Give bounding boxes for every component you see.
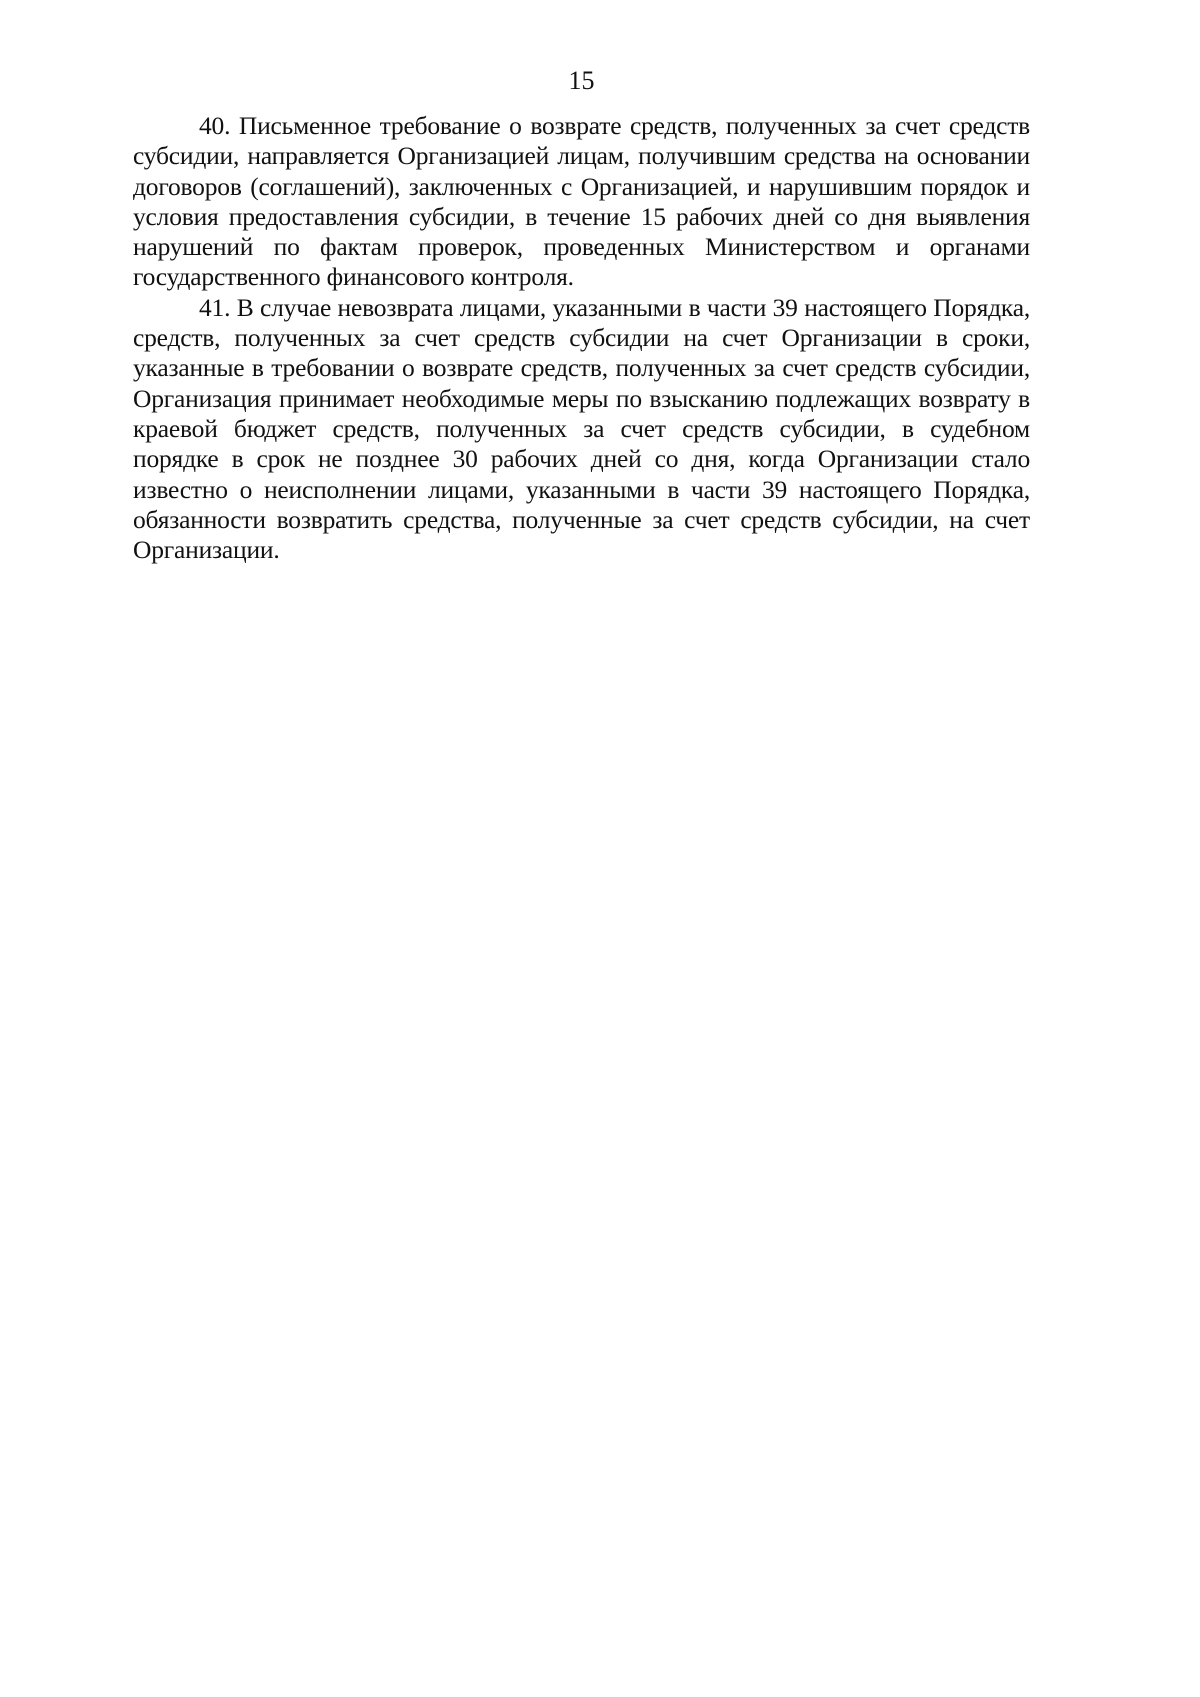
page-number: 15	[568, 66, 595, 95]
paragraph-40: 40. Письменное требование о возврате средств, полученных за счет средств субсидии, направляется Организацией лицам, получившим средства на основании договоров (соглашений), заключенных с Организацией, и нарушившим порядок и условия предоставления субсидии, в течение 15 рабочих дней со дня выявления нарушений по фактам проверок, проведенных Министерством и органами государственного финансового контроля.	[133, 111, 1030, 292]
document-body	[133, 111, 1030, 565]
paragraph-41: 41. В случае невозврата лицами, указанными в части 39 настоящего Порядка, средств, полученных за счет средств субсидии на счет Организации в сроки, указанные в требовании о возврате средств, полученных за счет средств субсидии, Организация принимает необходимые меры по взысканию подлежащих возврату в краевой бюджет средств, полученных за счет средств субсидии, в судебном порядке в срок не позднее 30 рабочих дней со дня, когда Организации стало известно о неисполнении лицами, указанными в части 39 настоящего Порядка, обязанности возвратить средства, полученные за счет средств субсидии, на счет Организации.	[133, 292, 1030, 565]
